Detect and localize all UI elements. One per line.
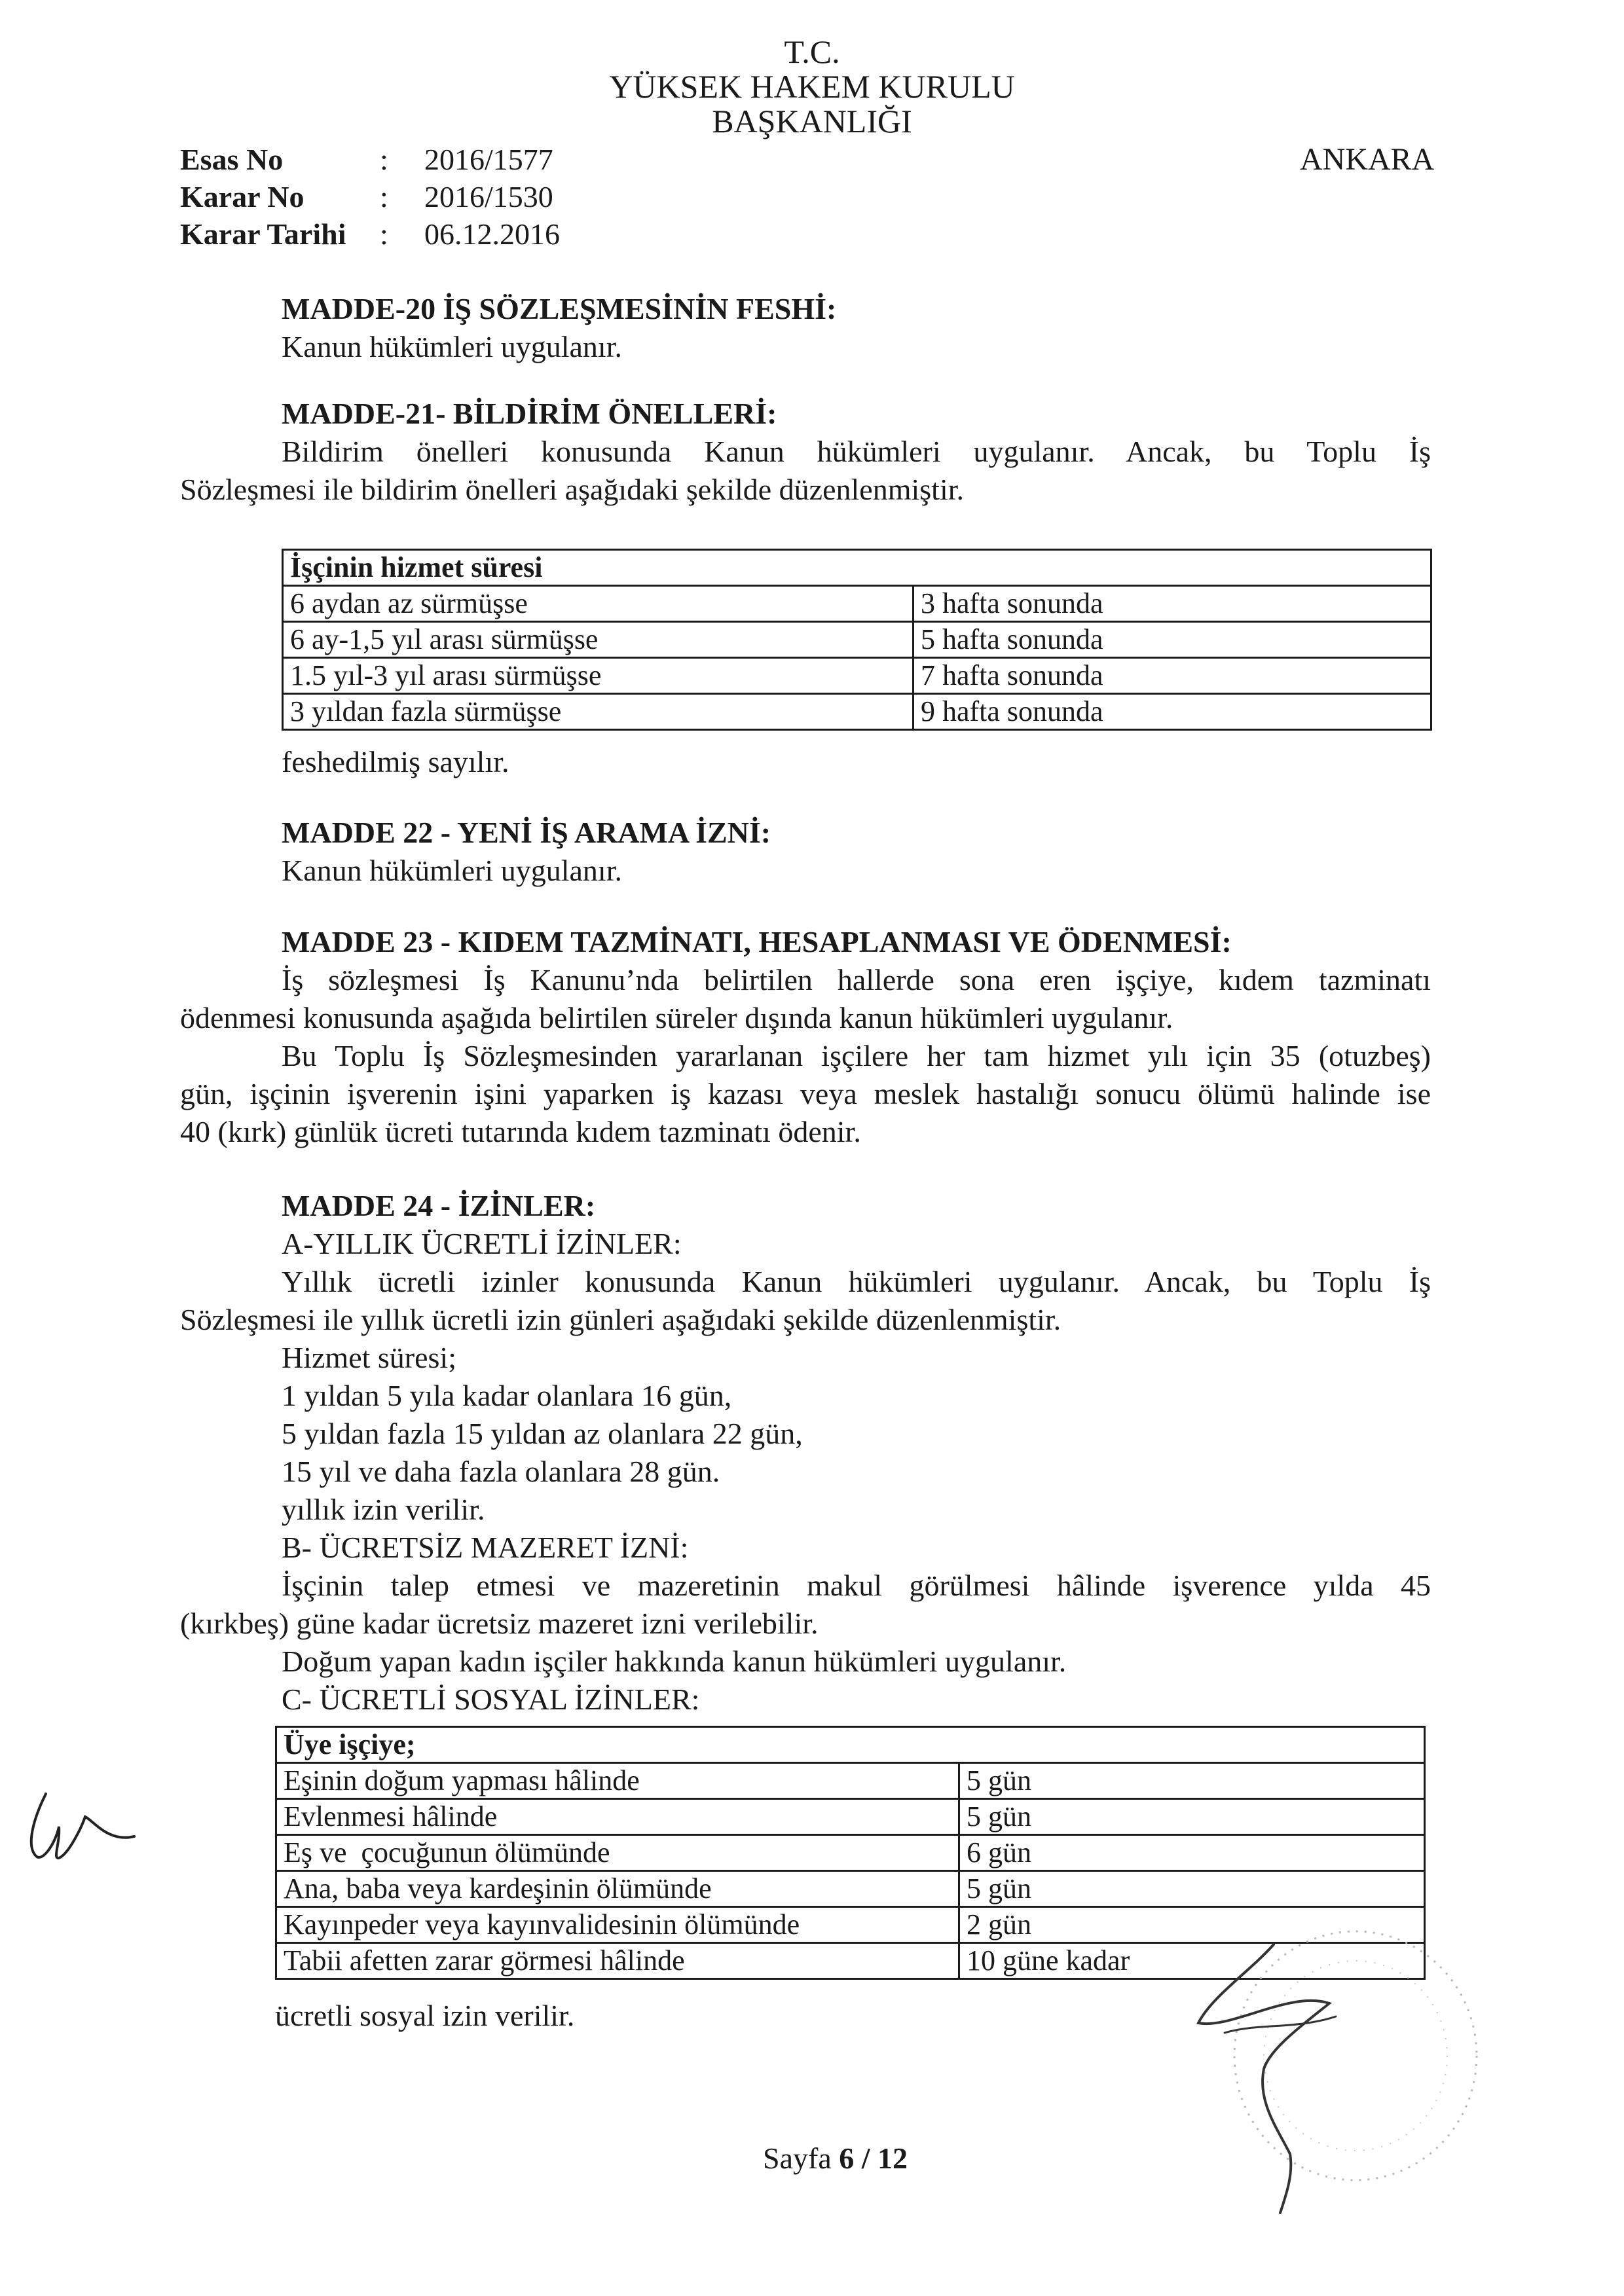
table-cell: 6 aydan az sürmüşse — [283, 586, 913, 622]
table-row — [283, 622, 1431, 658]
signature-stamp — [1159, 1918, 1500, 2226]
meta-label: Karar Tarihi — [180, 217, 346, 251]
table-cell: 5 hafta sonunda — [913, 622, 1431, 658]
paragraph: Kanun hükümleri uygulanır. — [282, 854, 622, 887]
header-country: T.C. — [784, 33, 840, 70]
list-item: 15 yıl ve daha fazla olanlara 28 gün. — [282, 1455, 720, 1488]
list-item: 5 yıldan fazla 15 yıldan az olanlara 22 gün, — [282, 1417, 803, 1450]
table-header: Üye işçiye; — [276, 1727, 1425, 1763]
table-row — [283, 586, 1431, 622]
table-row — [283, 694, 1431, 730]
meta-value: 06.12.2016 — [424, 217, 560, 251]
section-title: MADDE 23 - KIDEM TAZMİNATI, HESAPLANMASI VE ÖDENMESİ: — [282, 925, 1232, 958]
table-cell: 6 ay-1,5 yıl arası sürmüşse — [283, 622, 913, 658]
paragraph-line: (kırkbeş) güne kadar ücretsiz mazeret izni verilebilir. — [180, 1607, 819, 1640]
table-row — [276, 1871, 1425, 1907]
subsection-title: A-YILLIK ÜCRETLİ İZİNLER: — [282, 1227, 682, 1260]
notice-period-table — [282, 549, 1432, 731]
page-current: 6 — [839, 2141, 855, 2175]
table-header-row — [283, 550, 1431, 586]
list-item: yıllık izin verilir. — [282, 1493, 485, 1526]
table-cell: 6 gün — [959, 1835, 1425, 1871]
section-title: MADDE 22 - YENİ İŞ ARAMA İZNİ: — [282, 816, 771, 849]
paragraph-line: gün, işçinin işverenin işini yaparken iş kazası veya meslek hastalığı sonucu ölümü halinde ise — [180, 1077, 1431, 1110]
header-city: ANKARA — [1300, 142, 1435, 177]
table-cell: Tabii afetten zarar görmesi hâlinde — [276, 1943, 959, 1979]
meta-separator: : — [380, 143, 388, 176]
meta-value: 2016/1577 — [424, 143, 553, 176]
meta-value: 2016/1530 — [424, 180, 553, 213]
paragraph-line: Bildirim önelleri konusunda Kanun hükümleri uygulanır. Ancak, bu Toplu İş — [282, 435, 1431, 468]
paragraph-line: 40 (kırk) günlük ücreti tutarında kıdem tazminatı ödenir. — [180, 1115, 861, 1148]
meta-label: Karar No — [180, 180, 304, 213]
subsection-title: B- ÜCRETSİZ MAZERET İZNİ: — [282, 1531, 689, 1564]
page-total: 12 — [877, 2141, 908, 2175]
table-cell: Evlenmesi hâlinde — [276, 1799, 959, 1835]
table-cell: 7 hafta sonunda — [913, 658, 1431, 694]
table-cell: 2 gün — [959, 1907, 1425, 1943]
paragraph: Doğum yapan kadın işçiler hakkında kanun hükümleri uygulanır. — [282, 1645, 1067, 1678]
initials-signature — [20, 1781, 144, 1872]
section-title: MADDE-21- BİLDİRİM ÖNELLERİ: — [282, 397, 777, 430]
table-cell: 5 gün — [959, 1871, 1425, 1907]
paragraph-line: Sözleşmesi ile yıllık ücretli izin günleri aşağıdaki şekilde düzenlenmiştir. — [180, 1303, 1061, 1336]
meta-separator: : — [380, 217, 388, 251]
table-cell: 5 gün — [959, 1799, 1425, 1835]
paragraph-line: Bu Toplu İş Sözleşmesinden yararlanan işçilere her tam hizmet yılı için 35 (otuzbeş) — [282, 1039, 1431, 1072]
header-institution: YÜKSEK HAKEM KURULU — [609, 68, 1015, 105]
page-separator: / — [861, 2141, 870, 2175]
table-cell: Kayınpeder veya kayınvalidesinin ölümünde — [276, 1907, 959, 1943]
table-cell: Eşinin doğum yapması hâlinde — [276, 1763, 959, 1799]
paragraph-line: Sözleşmesi ile bildirim önelleri aşağıdaki şekilde düzenlenmiştir. — [180, 473, 965, 506]
paragraph-line: Yıllık ücretli izinler konusunda Kanun hükümleri uygulanır. Ancak, bu Toplu İş — [282, 1265, 1431, 1298]
table-row — [276, 1799, 1425, 1835]
list-item: 1 yıldan 5 yıla kadar olanlara 16 gün, — [282, 1379, 732, 1412]
paragraph-line: İş sözleşmesi İş Kanunu’nda belirtilen hallerde sona eren işçiye, kıdem tazminatı — [282, 963, 1431, 996]
table-row — [283, 658, 1431, 694]
table-cell: Ana, baba veya kardeşinin ölümünde — [276, 1871, 959, 1907]
section-title: MADDE 24 - İZİNLER: — [282, 1189, 596, 1222]
subsection-title: C- ÜCRETLİ SOSYAL İZİNLER: — [282, 1683, 700, 1716]
meta-separator: : — [380, 180, 388, 213]
table-cell: 1.5 yıl-3 yıl arası sürmüşse — [283, 658, 913, 694]
table-row — [276, 1763, 1425, 1799]
paragraph: Kanun hükümleri uygulanır. — [282, 330, 622, 363]
paragraph-line: ödenmesi konusunda aşağıda belirtilen süreler dışında kanun hükümleri uygulanır. — [180, 1001, 1173, 1034]
table-cell: 5 gün — [959, 1763, 1425, 1799]
table-cell: 9 hafta sonunda — [913, 694, 1431, 730]
table-header-row — [276, 1727, 1425, 1763]
paragraph-line: İşçinin talep etmesi ve mazeretinin makul görülmesi hâlinde işverence yılda 45 — [282, 1569, 1431, 1602]
table-header: İşçinin hizmet süresi — [283, 550, 1431, 586]
table-cell: Eş ve çocuğunun ölümünde — [276, 1835, 959, 1871]
list-item: Hizmet süresi; — [282, 1341, 456, 1374]
paragraph: feshedilmiş sayılır. — [282, 745, 509, 778]
table-row — [276, 1835, 1425, 1871]
page-prefix: Sayfa — [763, 2141, 832, 2175]
section-title: MADDE-20 İŞ SÖZLEŞMESİNİN FESHİ: — [282, 292, 837, 325]
table-cell: 3 yıldan fazla sürmüşse — [283, 694, 913, 730]
meta-label: Esas No — [180, 143, 284, 176]
header-institution-sub: BAŞKANLIĞI — [712, 103, 912, 139]
table-cell: 3 hafta sonunda — [913, 586, 1431, 622]
table-cell: 10 güne kadar — [959, 1943, 1425, 1979]
paragraph: ücretli sosyal izin verilir. — [275, 1999, 575, 2032]
page-number — [763, 2140, 908, 2178]
